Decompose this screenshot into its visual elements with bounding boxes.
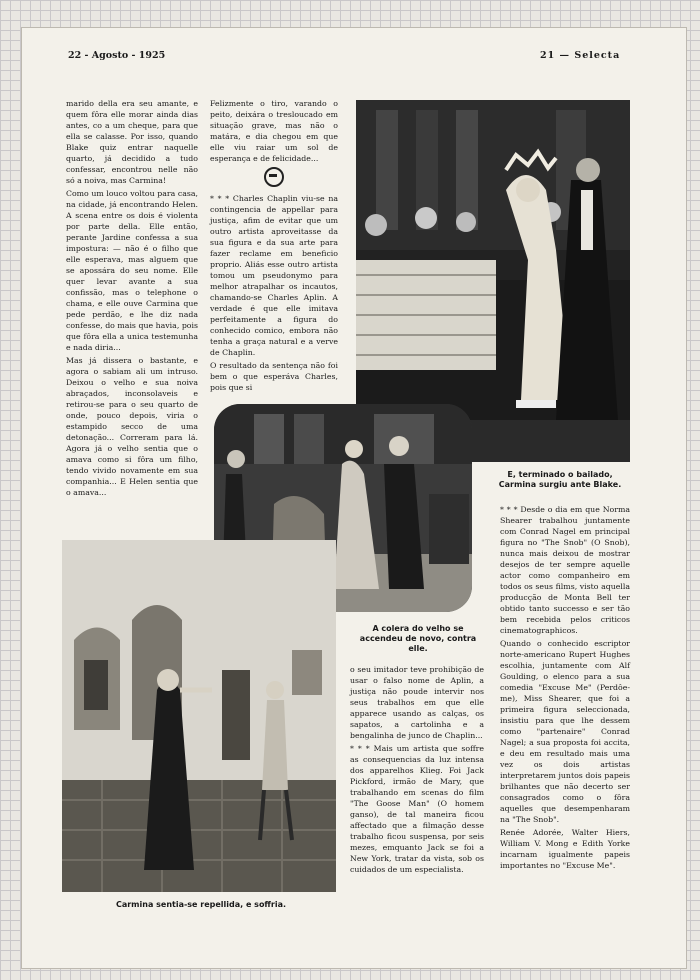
- caption-room: Carmina sentia-se repellida, e soffria.: [115, 900, 287, 909]
- paragraph: Renée Adorée, Walter Hiers, William V. Mong e Edith Yorke incarnam igualmente papeis importantes no "Excuse Me".: [500, 828, 630, 870]
- paragraph: Felizmente o tiro, varando o peito, deixára o tresloucado em situação grave, mas não o matára, e dia chegou em que elle viu raiar um sol de esperança e de felicidade...: [210, 99, 338, 163]
- issue-date: 22 - Agosto - 1925: [68, 50, 166, 61]
- photo-room-scene: [62, 540, 336, 892]
- right-column-text: [500, 504, 630, 873]
- paragraph: * * * Charles Chaplin viu-se na contingencia de appellar para justiça, afim de evitar que um outro artista aproveitasse da sua figura e da sua arte para fazer reclame em beneficio proprio. Aliás esse outro artista tomou um pseudonymo para melhor atrapalhar os incautos, chamando-se Charles Aplin. A verdade é que elle imitava perfeitamente a figura do conhecido comico, embora não tenha a graça natural e a verve de Chaplin.: [210, 194, 338, 357]
- paragraph: * * * Desde o dia em que Norma Shearer trabalhou juntamente com Conrad Nagel em principal figura no "The Snob" (O Snob), nunca mais deixou de mostrar desejos de ter sempre aquelle actor como companheiro em todos os seus films, visto aquella producção de Monta Bell ter obtido tanto successo e ser tão bem recebida pelos criticos cinematographicos.: [500, 505, 630, 635]
- paragraph: marido della era seu amante, e quem fôra elle morar ainda dias antes, co a um cheque, para que ella se calasse. Por isso, quando Blake quiz entrar naquelle quarto, já decidido a tudo confessar, encontrou nelle não só a noiva, mas Carmina!: [66, 99, 198, 185]
- paragraph: Mas já dissera o bastante, e agora o sabiam ali um intruso. Deixou o velho e sua noiva abraçados, inconsolaveis e retirou-se para o seu quarto de onde, pouco depois, viria o estampido secco de uma detonação... Correram para lá. Agora já o velho sentia que o amava como si fôra um filho, tendo vivido novamente em sua companhia... E Helen sentia que o amava...: [66, 356, 198, 497]
- paragraph: Quando o conhecido escriptor norte-americano Rupert Hughes escolhia, juntamente com Alf Goulding, o elenco para a sua comedia "Excuse Me" (Perdôe-me), Miss Shearer, que foi a primeira figura seleccionada, insistiu para que lhe dessem como "partenaire" Conrad Nagel; a sua proposta foi accita, e deu em resultado mais uma vez os dois artistas interpretarem juntos dois papeis brilhantes que não decerto ser consagrados como o fôra aquelles que desempenharam na "The Snob".: [500, 639, 630, 824]
- page-number-title: 21 — Selecta: [540, 50, 621, 61]
- middle-lower-column-text: [350, 664, 484, 877]
- paragraph: o seu imitador teve prohibição de usar o falso nome de Aplin, a justiça não poude intervir nos seus trabalhos em que elle apparece usando as calças, os sapatos, a cartolinha e a bengalinha de junco de Chaplin...: [350, 665, 484, 740]
- caption-study: A colera do velho se accendeu de novo, contra elle.: [359, 624, 477, 653]
- film-emblem-icon: [264, 167, 284, 187]
- caption-banquet: E, terminado o bailado, Carmina surgiu ante Blake.: [498, 470, 622, 489]
- paragraph: * * * Mais um artista que soffre as consequencias da luz intensa dos apparelhos Klieg. Foi Jack Pickford, irmão de Mary, que trabalhando em scenas do film "The Goose Man" (O homem ganso), de tal maneira ficou affectado que a filmação desse trabalho ficou suspensa, por seis mezes, emquanto Jack se foi a New York, tratar da vista, sob os cuidados de um especialista.: [350, 744, 484, 874]
- paragraph: Como um louco voltou para casa, na cidade, já encontrando Helen. A scena entre os dois é violenta por parte della. Elle então, perante Jardine confessa a sua impostura: — não é o filho que elle esperava, mas alguem que se apossára do seu nome. Elle quer levar avante a sua confissão, mas o telephone o chama, e elle ouve Carmina que pede perdão, e lhe diz nada confesse, do mais que havia, pois que fôra ella a unica testemunha e nada diria...: [66, 189, 198, 352]
- paragraph: O resultado da sentença não foi bem o que esperáva Charles, pois que si: [210, 361, 338, 392]
- middle-column-text: [210, 98, 338, 395]
- left-column-text: [66, 98, 198, 500]
